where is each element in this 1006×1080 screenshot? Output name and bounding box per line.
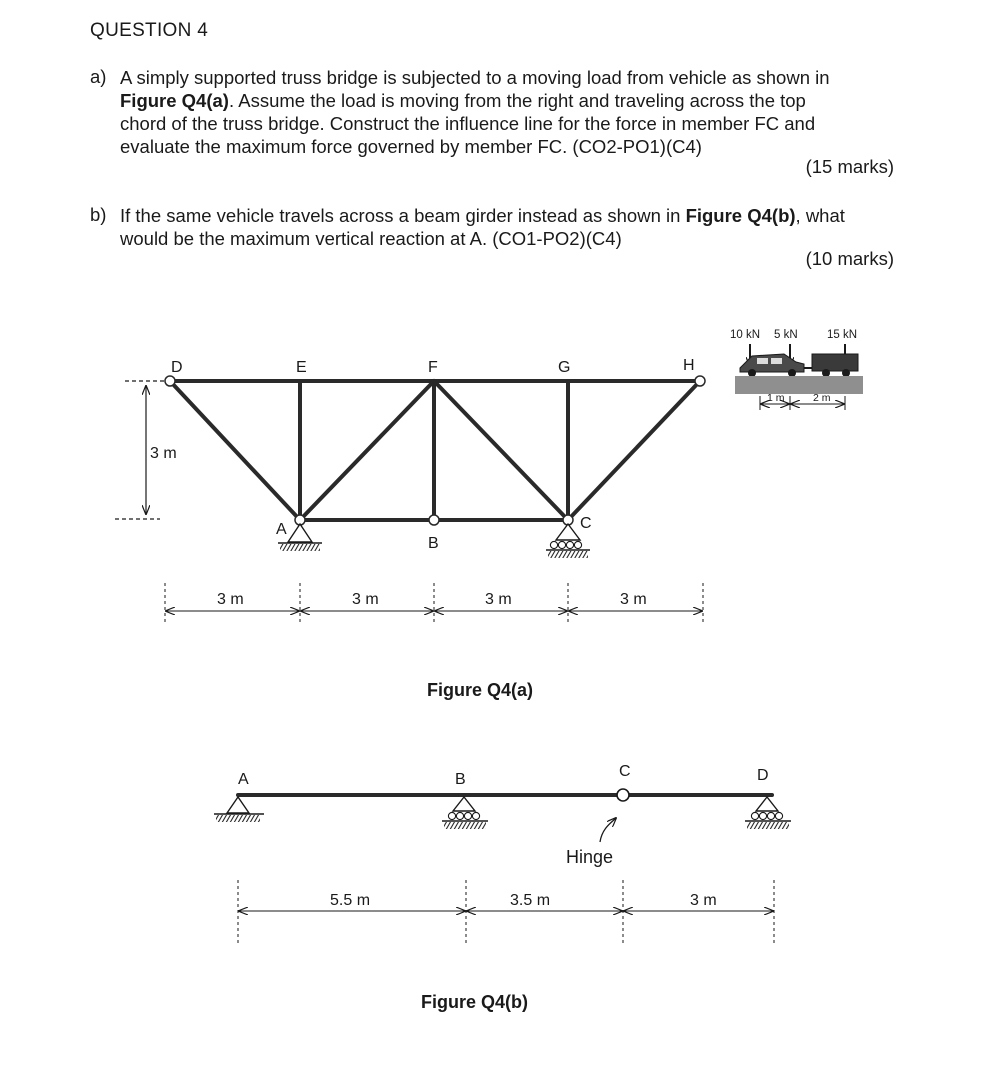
span-label-1: 3 m [217, 591, 244, 608]
figure-b-caption: Figure Q4(b) [421, 992, 528, 1012]
member-FC [434, 381, 568, 520]
pin-support-A-beam [214, 797, 264, 822]
spacing-label-1m: 1 m [767, 392, 785, 404]
vehicle-loads [730, 329, 863, 410]
part-a-label: a) [90, 66, 107, 87]
node-label-A: A [276, 521, 287, 538]
trailer-body [812, 354, 858, 371]
roller-wheel [767, 812, 774, 819]
beam-extension-lines [238, 880, 774, 945]
part-b-figure-ref: Figure Q4(b) [685, 205, 796, 226]
part-a-figure-ref: Figure Q4(a) [120, 90, 229, 111]
trailer-wheel [842, 369, 850, 377]
roller-wheel [775, 812, 782, 819]
car-wheel [748, 369, 756, 377]
roller-wheel [456, 812, 463, 819]
node-label-C: C [580, 515, 592, 532]
joint-B [429, 515, 439, 525]
roller-wheel [448, 812, 455, 819]
ground-hatch-A [280, 544, 320, 551]
road-deck [735, 376, 863, 394]
part-a-line-1: A simply supported truss bridge is subjected to a moving load from vehicle as shown in [120, 67, 830, 88]
trailer-wheel [822, 369, 830, 377]
roller-support-D-beam [745, 797, 791, 829]
ground-hatch-C [548, 551, 588, 558]
roller-wheel [550, 541, 557, 548]
part-b-line-1-text: If the same vehicle travels across a beam girder instead as shown in [120, 205, 686, 226]
rollers-D [751, 812, 782, 819]
roller-wheel [558, 541, 565, 548]
load-label-5kn: 5 kN [774, 329, 798, 341]
rollers-C [550, 541, 581, 548]
roller-triangle-B [453, 797, 475, 811]
span-labels-a [217, 591, 647, 608]
question-heading: QUESTION 4 [90, 20, 209, 41]
roller-wheel [464, 812, 471, 819]
car-icon [740, 354, 858, 377]
beam-point-labels [238, 763, 769, 788]
span-label-4: 3 m [620, 591, 647, 608]
hinge-label: Hinge [566, 847, 614, 867]
span-label-2: 3 m [352, 591, 379, 608]
span-label-CD: 3 m [690, 892, 717, 909]
roller-wheel [472, 812, 479, 819]
ground-hatch-D [747, 822, 789, 829]
car-window [757, 358, 768, 364]
span-label-AB: 5.5 m [330, 892, 371, 909]
roller-wheel [566, 541, 573, 548]
part-b-marks: (10 marks) [805, 248, 894, 269]
roller-triangle-D [756, 797, 778, 811]
node-label-D: D [171, 359, 183, 376]
beam-figure [214, 763, 791, 1012]
point-label-C: C [619, 763, 631, 780]
joint-H [695, 376, 705, 386]
height-label: 3 m [150, 445, 177, 462]
spacing-label-2m: 2 m [813, 392, 831, 404]
point-label-D: D [757, 767, 769, 784]
hinge-C [617, 789, 629, 801]
roller-support-B-beam [442, 797, 488, 829]
ground-hatch-A-beam [216, 815, 260, 822]
node-label-E: E [296, 359, 307, 376]
span-label-BC: 3.5 m [510, 892, 551, 909]
member-AF [300, 381, 434, 520]
part-b-line-1-end: , what [795, 205, 845, 226]
roller-wheel [751, 812, 758, 819]
roller-wheel [574, 541, 581, 548]
node-label-G: G [558, 359, 571, 376]
part-a-marks: (15 marks) [805, 156, 894, 177]
roller-wheel [759, 812, 766, 819]
member-CH [568, 381, 700, 520]
load-label-10kn: 10 kN [730, 329, 761, 341]
pin-triangle-A-beam [227, 797, 249, 813]
part-a-line-3: chord of the truss bridge. Construct the influence line for the force in member FC and [120, 113, 816, 134]
point-label-B: B [455, 771, 466, 788]
pin-triangle-A [288, 524, 312, 542]
car-wheel [788, 369, 796, 377]
hinge-pointer-arrow [600, 818, 616, 842]
truss-figure [115, 357, 705, 700]
part-b-label: b) [90, 204, 107, 225]
point-label-A: A [238, 771, 249, 788]
part-b-line-2: would be the maximum vertical reaction at A. (CO1-PO2)(C4) [120, 228, 622, 249]
rollers-B [448, 812, 479, 819]
car-window [771, 358, 782, 364]
joint-D [165, 376, 175, 386]
roller-triangle-C [556, 524, 580, 540]
span-label-3: 3 m [485, 591, 512, 608]
node-label-F: F [428, 359, 438, 376]
load-label-15kn: 15 kN [827, 329, 858, 341]
node-label-B: B [428, 535, 439, 552]
node-label-H: H [683, 357, 695, 374]
ground-hatch-B [444, 822, 486, 829]
part-a-line-2-text: . Assume the load is moving from the right and traveling across the top [228, 90, 806, 111]
figure-a-caption: Figure Q4(a) [427, 680, 534, 700]
part-a-line-4: evaluate the maximum force governed by member FC. (CO2-PO1)(C4) [120, 136, 702, 157]
span-labels-b [330, 892, 717, 909]
member-DA [170, 381, 300, 520]
truss-members [170, 381, 700, 520]
